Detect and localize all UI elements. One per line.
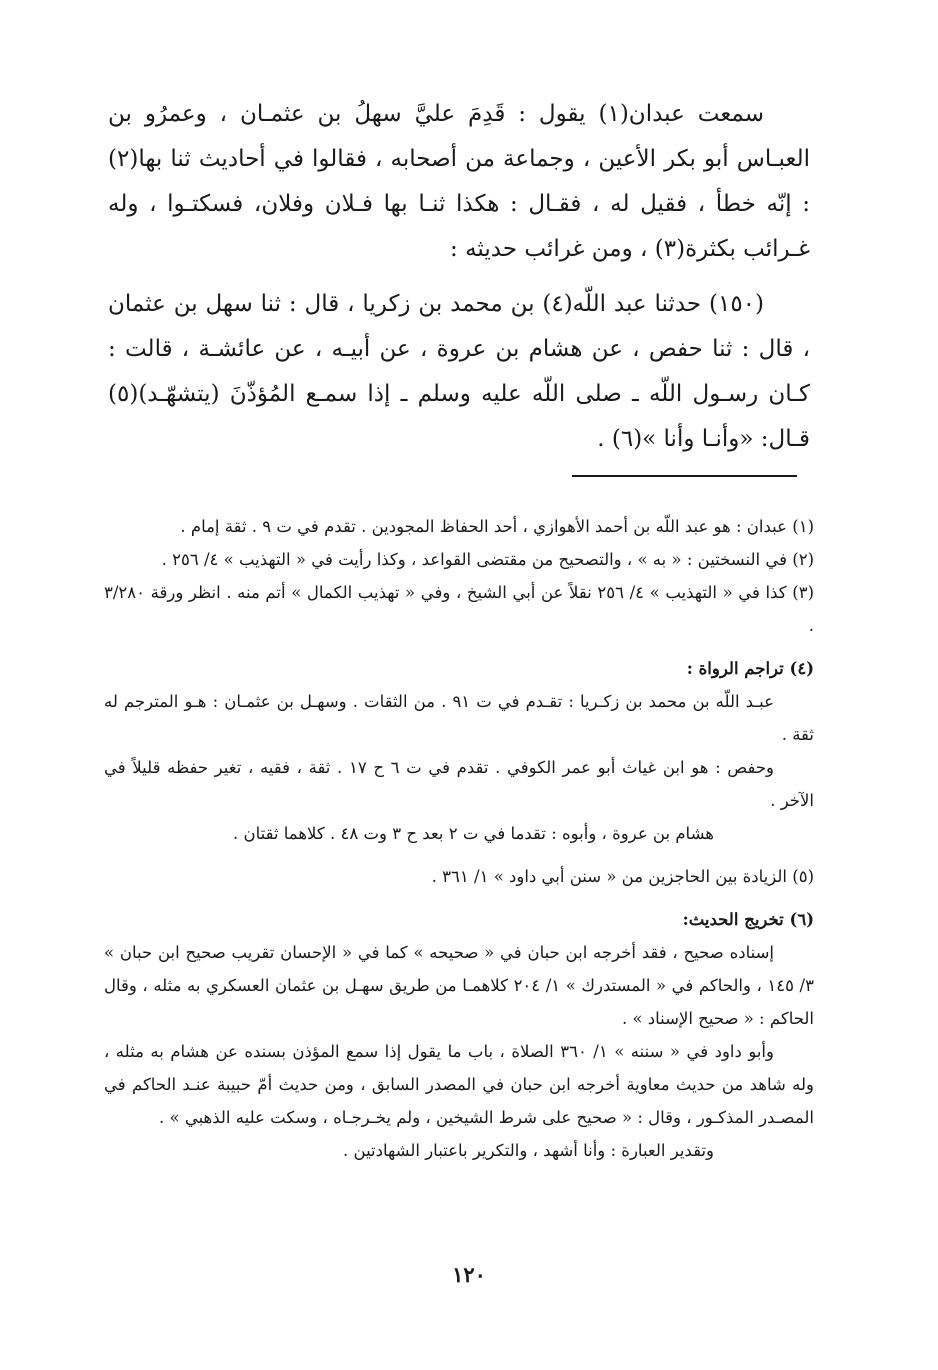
page-number: ١٢٠ [452, 1262, 486, 1287]
footnote-6-heading: (٦) تخريج الحديث: [682, 910, 814, 929]
hadith-150-paragraph: (١٥٠) حدثنا عبد اللّه(٤) بن محمد بن زكريا ، قال : ثنا سهل بن عثمان ، قال : ثنا حفص ، عن هشام بن عروة ، عن أبيـه ، عن عائشـة ، قالت : كـان رسـول اللّه ـ صلى اللّه عليه وسلم ـ إذا سمـع المُؤذّنَ (يتشهّـد)(٥) قـال: «وأنـا وأنا »(٦) . [108, 291, 810, 452]
footnote-separator [572, 475, 797, 477]
footnotes [104, 510, 814, 1167]
footnote-6-grading: إسناده صحيح ، فقد أخرجه ابن حبان في « صحيحه » كما في « الإحسان تقريب صحيح ابن حبان » ٣/ ١٤٥ ، والحاكم في « المستدرك » ١/ ٢٠٤ كلاهمـا من طريق سهـل بن عثمان العسكري به مثله ، وقال الحاكم : « صحيح الإسناد » . [104, 943, 814, 1028]
footnote-6-explanation: وتقدير العبارة : وأنا أشهد ، والتكرير باعتبار الشهادتين . [343, 1141, 714, 1160]
footnote-5: (٥) الزيادة بين الحاجزين من « سنن أبي داود » ١/ ٣٦١ . [431, 867, 814, 886]
footnote-2: (٢) في النسختين : « به » ، والتصحيح من مقتضى القواعد ، وكذا رأيت في « التهذيب » ٤/ ٢٥٦ . [161, 550, 814, 569]
footnote-6-abu-dawud: وأبو داود في « سننه » ١/ ٣٦٠ الصلاة ، باب ما يقول إذا سمع المؤذن بسنده عن هشام به مثله ، وله شاهد من حديث معاوية أخرجه ابن حبان في المصدر السابق ، ومن حديث أمّ حبيبة عنـد الحاكم في المصـدر المذكـور ، وقال : « صحيح على شرط الشيخين ، ولم يخـرجـاه ، وسكت عليه الذهبي » . [104, 1042, 814, 1127]
footnote-4-narrator-3: هشام بن عروة ، وأبوه : تقدما في ت ٢ بعد ح ٣ وت ٤٨ . كلاهما ثقتان . [232, 824, 714, 843]
footnote-3: (٣) كذا في « التهذيب » ٤/ ٢٥٦ نقلاً عن أبي الشيخ ، وفي « تهذيب الكمال » أتم منه . انظر ورقة ٣/٢٨٠ . [104, 583, 814, 635]
footnote-4-narrator-1: عبـد اللّه بن محمد بن زكـريا : تقـدم في ت ٩١ . من الثقات . وسهـل بن عثمـان : هـو المترجم له ثقة . [104, 692, 814, 744]
main-paragraph-1: سمعت عبدان(١) يقول : قَدِمَ عليَّ سهلُ بن عثمـان ، وعمرُو بن العبـاس أبو بكر الأعين ، وجماعة من أصحابه ، فقالوا في أحاديث ثنا بها(٢) : إنّه خطأ ، فقيل له ، فقـال : هكذا ثنـا بها فـلان وفلان، فسكتـوا ، وله غـرائب بكثرة(٣) ، ومن غرائب حديثه : [108, 101, 810, 262]
main-text [108, 92, 810, 462]
footnote-4-heading: (٤) تراجم الرواة : [686, 659, 814, 678]
footnote-4-narrator-2: وحفص : هو ابن غياث أبو عمر الكوفي . تقدم في ت ٦ ح ١٧ . ثقة ، فقيه ، تغير حفظه قليلاً في الآخر . [104, 758, 814, 810]
footnote-1: (١) عبدان : هو عبد اللّه بن أحمد الأهوازي ، أحد الحفاظ المجودين . تقدم في ت ٩ . ثقة إمام . [180, 517, 814, 536]
